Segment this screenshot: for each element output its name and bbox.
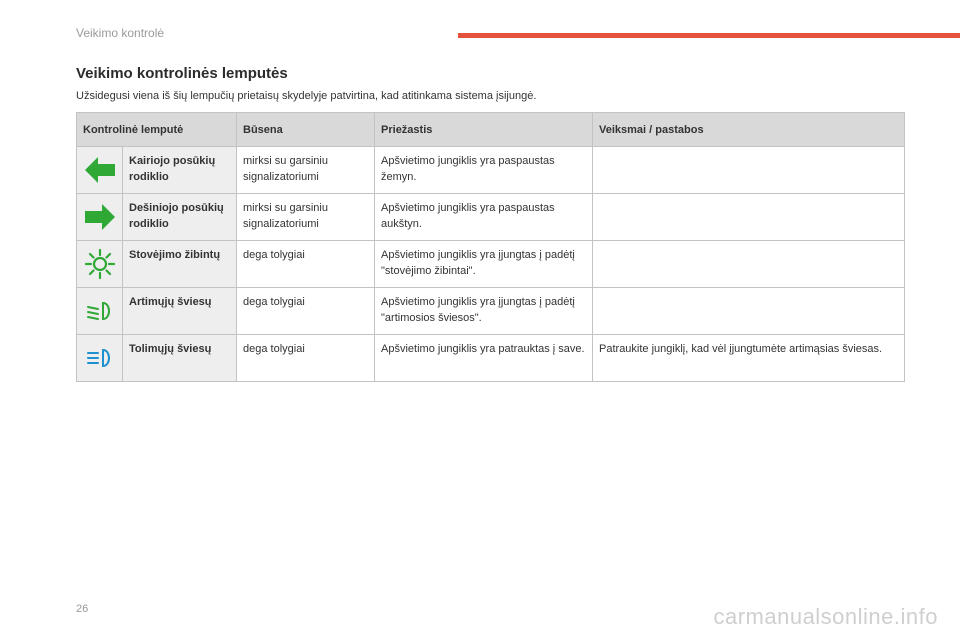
indicator-state: mirksi su garsiniu signalizatoriumi: [237, 194, 375, 241]
icon-cell: [77, 241, 123, 288]
indicator-action: [593, 147, 905, 194]
section-intro: Užsidegusi viena iš šių lempučių prietaisų skydelyje patvirtina, kad atitinkama sistema įsijungė.: [76, 90, 537, 102]
indicator-state: dega tolygiai: [237, 241, 375, 288]
section-title: Veikimo kontrolinės lemputės: [76, 65, 288, 82]
col-header-indicator: Kontrolinė lemputė: [77, 113, 237, 147]
icon-cell: [77, 335, 123, 382]
icon-cell: [77, 288, 123, 335]
indicator-cause: Apšvietimo jungiklis yra paspaustas aukštyn.: [375, 194, 593, 241]
page-number: 26: [76, 603, 89, 615]
right-arrow-icon: [84, 203, 116, 231]
table-header-row: [77, 113, 905, 147]
indicator-state: mirksi su garsiniu signalizatoriumi: [237, 147, 375, 194]
table-row: [77, 147, 905, 194]
main-beam-icon: [85, 347, 115, 369]
col-header-state: Būsena: [237, 113, 375, 147]
table-row: [77, 335, 905, 382]
indicator-action: [593, 241, 905, 288]
indicator-cause: Apšvietimo jungiklis yra įjungtas į padėtį "artimosios šviesos".: [375, 288, 593, 335]
col-header-cause: Priežastis: [375, 113, 593, 147]
col-header-action: Veiksmai / pastabos: [593, 113, 905, 147]
table-row: [77, 194, 905, 241]
header-accent-bar: [458, 33, 960, 38]
icon-cell: [77, 147, 123, 194]
indicator-cause: Apšvietimo jungiklis yra įjungtas į padėtį "stovėjimo žibintai".: [375, 241, 593, 288]
left-arrow-icon: [84, 156, 116, 184]
table-row: [77, 288, 905, 335]
indicator-name: Dešiniojo posūkių rodiklio: [123, 194, 237, 241]
icon-cell: [77, 194, 123, 241]
indicator-action: Patraukite jungiklį, kad vėl įjungtumėte artimąsias šviesas.: [593, 335, 905, 382]
indicator-name: Stovėjimo žibintų: [123, 241, 237, 288]
header-title: Veikimo kontrolė: [76, 26, 165, 40]
parking-lights-icon: [84, 248, 116, 280]
indicator-state: dega tolygiai: [237, 288, 375, 335]
indicator-action: [593, 194, 905, 241]
indicator-table: [76, 112, 905, 382]
indicator-cause: Apšvietimo jungiklis yra paspaustas žemyn.: [375, 147, 593, 194]
indicator-state: dega tolygiai: [237, 335, 375, 382]
indicator-cause: Apšvietimo jungiklis yra patrauktas į save.: [375, 335, 593, 382]
watermark: carmanualsonline.info: [713, 604, 938, 629]
dipped-beam-icon: [85, 300, 115, 322]
indicator-action: [593, 288, 905, 335]
indicator-name: Tolimųjų šviesų: [123, 335, 237, 382]
indicator-name: Artimųjų šviesų: [123, 288, 237, 335]
table-row: [77, 241, 905, 288]
indicator-name: Kairiojo posūkių rodiklio: [123, 147, 237, 194]
